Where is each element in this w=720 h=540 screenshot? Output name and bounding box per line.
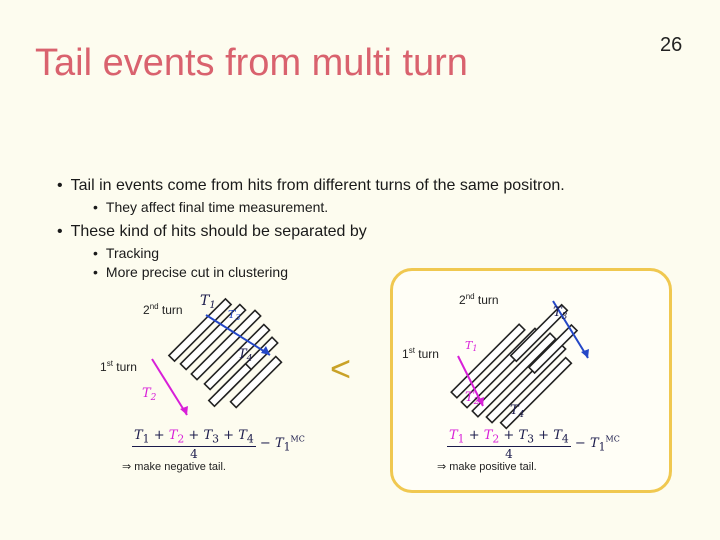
left-conclusion: ⇒ make negative tail. [122,461,226,473]
right-label-1st-turn: 1st turn [402,346,439,361]
sub-bullet-1-1 [93,199,328,215]
sub-bullet-2-2 [93,264,288,280]
svg-text:T2: $T_2$ [465,390,480,407]
svg-text:T3: T3 [228,308,241,322]
bullet-1 [57,177,565,195]
right-formula: $\frac{T_1 + T_2 + T_3 + T_4}{4}$ − $T_1^{MC}$ [449,428,620,461]
svg-text:T1: T1 [465,339,478,353]
left-label-1st-turn: 1st turn [100,359,137,374]
svg-text:T4: $T_4$ [510,403,525,420]
right-conclusion: ⇒ make positive tail. [437,461,537,473]
sub-bullet-1-1-text: They affect final time measurement. [105,199,329,215]
slide-title: Tail events from multi turn [35,42,468,84]
bullet-2 [57,223,367,241]
left-magenta-track [152,359,187,415]
svg-text:T2: $T_2$ [142,386,157,403]
bullet-2-text: These kind of hits should be separated by [70,223,367,240]
right-label-2nd-turn: 2nd turn [459,292,499,307]
bullet-1-text: Tail in events come from hits from different turns of the same positron. [70,177,565,194]
left-formula: $\frac{T_1 + T_2 + T_3 + T_4}{4}$ − $T_1^{MC}$ [134,428,305,461]
svg-text:T1: $T_1$ [200,293,216,311]
comparison-symbol: < [330,348,352,389]
svg-text:T3: $T_3$ [553,305,568,322]
sub-bullet-2-2-text: More precise cut in clustering [105,264,288,280]
left-label-2nd-turn: 2nd turn [143,302,183,317]
sub-bullet-2-1 [93,245,159,261]
slide-number: 26 [660,34,683,56]
svg-text:T4: $T_4$ [238,347,253,364]
sub-bullet-2-1-text: Tracking [105,245,160,261]
